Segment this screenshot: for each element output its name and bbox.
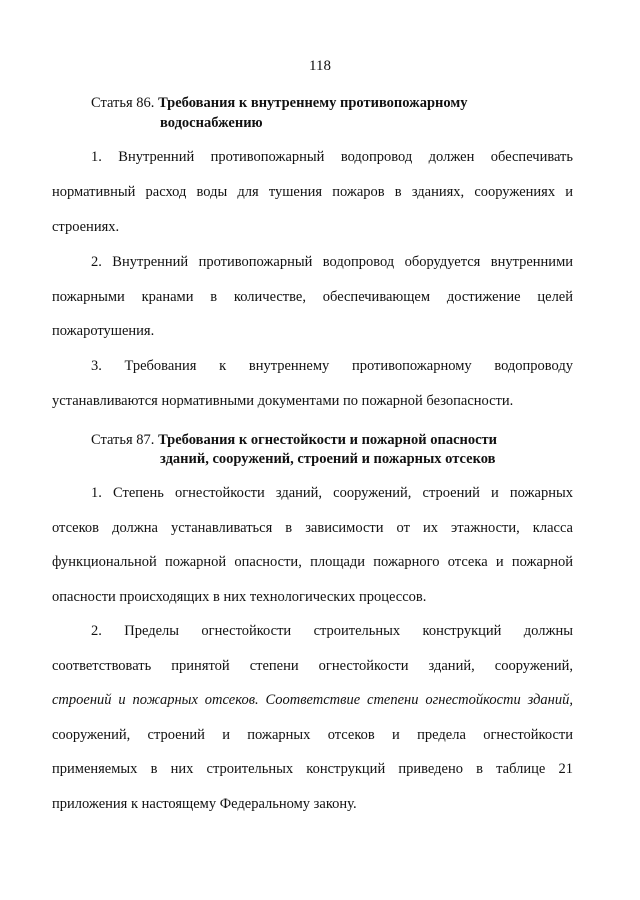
a86-p1-line-3: строениях. [52, 219, 120, 235]
a87-p1-line-2: отсеков должна устанавливаться в зависимости от их этажности, класса [52, 520, 573, 536]
a87-p2-line-2: соответствовать принятой степени огнестойкости зданий, сооружений, [52, 658, 573, 674]
article-87-number: Статья 87. [91, 432, 155, 448]
article-87-title-cont: зданий, сооружений, строений и пожарных отсеков [160, 451, 496, 467]
article-86-title: Требования к внутреннему противопожарному [158, 95, 468, 111]
a87-p1-line-1: 1. Степень огнестойкости зданий, сооружений, строений и пожарных [91, 485, 573, 501]
article-86-title-cont: водоснабжению [160, 115, 263, 131]
a86-p2-line-2: пожарными кранами в количестве, обеспечивающем достижение целей [52, 289, 573, 305]
page-number: 118 [309, 58, 331, 74]
article-87-title: Требования к огнестойкости и пожарной опасности [158, 432, 498, 448]
article-87-heading-cont [160, 449, 495, 469]
a87-p2-line-6: приложения к настоящему Федеральному закону. [52, 796, 357, 812]
a87-p1-line-3: функциональной пожарной опасности, площади пожарного отсека и пожарной [52, 554, 573, 570]
a87-p1-line-4: опасности происходящих в них технологических процессов. [52, 589, 427, 605]
article-86-heading [91, 93, 467, 113]
article-87-heading [91, 430, 497, 450]
a86-p2-line-1: 2. Внутренний противопожарный водопровод оборудуется внутренними [91, 254, 573, 270]
article-86-number: Статья 86. [91, 95, 155, 111]
a87-p2-line-3: строений и пожарных отсеков. Соответствие степени огнестойкости зданий, [52, 692, 573, 708]
a87-p2-line-1: 2. Пределы огнестойкости строительных конструкций должны [91, 623, 573, 639]
a86-p3-line-1: 3. Требования к внутреннему противопожарному водопроводу [91, 358, 573, 374]
article-86-heading-cont [160, 113, 263, 133]
a86-p1-line-1: 1. Внутренний противопожарный водопровод должен обеспечивать [91, 149, 573, 165]
a87-p2-line-5: применяемых в них строительных конструкций приведено в таблице 21 [52, 761, 573, 777]
a87-p2-line-4: сооружений, строений и пожарных отсеков и предела огнестойкости [52, 727, 573, 743]
a86-p1-line-2: нормативный расход воды для тушения пожаров в зданиях, сооружениях и [52, 184, 573, 200]
a86-p2-line-3: пожаротушения. [52, 323, 155, 339]
a86-p3-line-2: устанавливаются нормативными документами по пожарной безопасности. [52, 393, 514, 409]
